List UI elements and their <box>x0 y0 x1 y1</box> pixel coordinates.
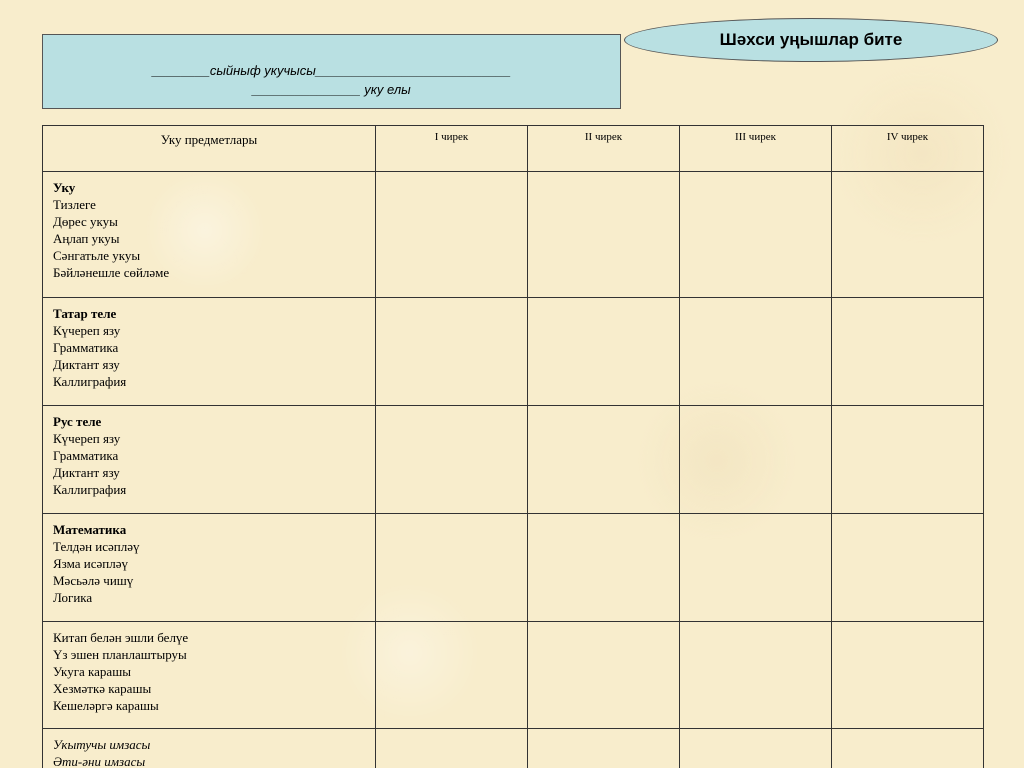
table-row <box>43 729 984 768</box>
grade-cell[interactable] <box>528 298 680 406</box>
criterion-label: Диктант язу <box>53 357 120 372</box>
grade-cell[interactable] <box>680 514 832 622</box>
grade-cell[interactable] <box>832 406 984 514</box>
grade-cell[interactable] <box>376 514 528 622</box>
subject-cell-tatar <box>43 298 376 406</box>
school-year-line[interactable]: _______________ уку елы <box>252 82 411 97</box>
subject-cell-math <box>43 514 376 622</box>
grade-cell[interactable] <box>832 514 984 622</box>
criterion-label: Китап белән эшли белүе <box>53 630 189 645</box>
criterion-label: Логика <box>53 590 93 605</box>
quarter-header-1: I чирек <box>376 126 528 172</box>
criterion-label: Каллиграфия <box>53 482 127 497</box>
subject-title: Уку <box>53 180 76 195</box>
class-blank[interactable]: ________ <box>151 63 210 78</box>
grade-cell[interactable] <box>680 298 832 406</box>
grade-cell[interactable] <box>832 622 984 729</box>
student-name-line <box>43 63 620 78</box>
page-title: Шәхси уңышлар бите <box>624 18 998 62</box>
subject-cell-reading <box>43 172 376 298</box>
student-label[interactable]: сыйныф укучысы___________________________ <box>209 63 512 78</box>
grade-cell[interactable] <box>528 622 680 729</box>
criterion-label: Грамматика <box>53 340 119 355</box>
grade-cell[interactable] <box>680 622 832 729</box>
grade-cell[interactable] <box>680 406 832 514</box>
subject-column-header: Уку предметлары <box>43 126 376 172</box>
grade-cell[interactable] <box>528 514 680 622</box>
subject-cell-skills <box>43 622 376 729</box>
table-row <box>43 406 984 514</box>
grade-cell[interactable] <box>376 406 528 514</box>
grade-cell[interactable] <box>376 298 528 406</box>
criterion-label: Сәнгатьле укуы <box>53 248 141 263</box>
grade-cell[interactable] <box>376 622 528 729</box>
criterion-label: Аңлап укуы <box>53 231 120 246</box>
table-header-row <box>43 126 984 172</box>
subject-title: Рус теле <box>53 414 102 429</box>
criterion-label: Каллиграфия <box>53 374 127 389</box>
student-info-box <box>42 34 621 109</box>
criterion-label: Күчереп язу <box>53 431 121 446</box>
table-row <box>43 514 984 622</box>
criterion-label: Дөрес укуы <box>53 214 118 229</box>
subject-cell-russian <box>43 406 376 514</box>
grade-cell[interactable] <box>680 172 832 298</box>
criterion-label: Үз эшен планлаштыруы <box>53 647 187 662</box>
signature-cell[interactable] <box>832 729 984 768</box>
signature-cell[interactable] <box>528 729 680 768</box>
grade-cell[interactable] <box>832 172 984 298</box>
quarter-header-2: II чирек <box>528 126 680 172</box>
criterion-label: Диктант язу <box>53 465 120 480</box>
parent-signature-label: Әти-әни имзасы <box>53 754 146 768</box>
criterion-label: Бәйләнешле сөйләме <box>53 265 170 280</box>
criterion-label: Тизлеге <box>53 197 96 212</box>
signature-cell[interactable] <box>376 729 528 768</box>
grade-cell[interactable] <box>528 406 680 514</box>
grade-cell[interactable] <box>832 298 984 406</box>
criterion-label: Грамматика <box>53 448 119 463</box>
criterion-label: Мәсьәлә чишү <box>53 573 134 588</box>
grade-cell[interactable] <box>528 172 680 298</box>
criterion-label: Күчереп язу <box>53 323 121 338</box>
criterion-label: Телдән исәпләү <box>53 539 140 554</box>
grades-table <box>42 125 984 768</box>
criterion-label: Хезмәткә карашы <box>53 681 152 696</box>
table-row <box>43 622 984 729</box>
teacher-signature-label: Укытучы имзасы <box>53 737 151 752</box>
signature-cell[interactable] <box>680 729 832 768</box>
table-row <box>43 172 984 298</box>
grade-cell[interactable] <box>376 172 528 298</box>
criterion-label: Кешеләргә карашы <box>53 698 159 713</box>
criterion-label: Укуга карашы <box>53 664 131 679</box>
quarter-header-3: III чирек <box>680 126 832 172</box>
quarter-header-4: IV чирек <box>832 126 984 172</box>
signatures-cell <box>43 729 376 768</box>
subject-title: Математика <box>53 522 127 537</box>
subject-title: Татар теле <box>53 306 117 321</box>
table-row <box>43 298 984 406</box>
criterion-label: Язма исәпләү <box>53 556 128 571</box>
